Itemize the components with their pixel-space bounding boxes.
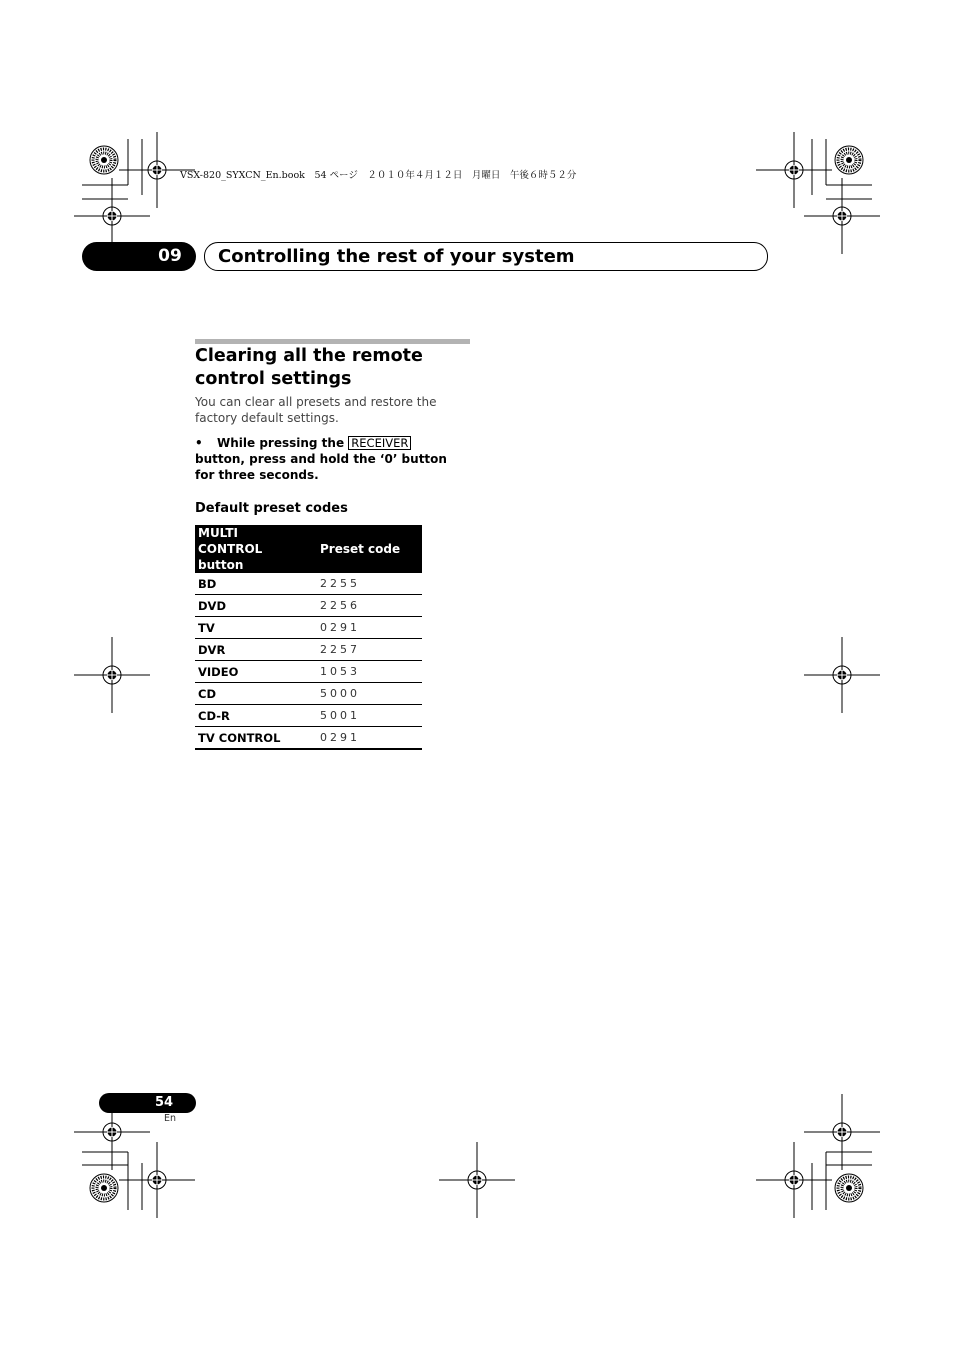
code-cell: 5001 [306,705,422,727]
instruction-text-end: button, press and hold the ‘0’ button for three seconds. [195,452,447,482]
column-header-button: MULTI CONTROL button [195,525,306,573]
section-title: Clearing all the remote control settings [195,346,423,389]
button-cell: TV CONTROL [195,727,306,750]
button-cell: CD [195,683,306,705]
instruction-step [195,435,457,483]
button-cell: CD-R [195,705,306,727]
page-number: 54 [154,1095,174,1110]
chapter-number: 09 [158,246,182,266]
instruction-text-start: While pressing the [217,436,345,450]
table-row [195,727,422,750]
code-cell: 1053 [306,661,422,683]
code-cell: 2257 [306,639,422,661]
table-row [195,639,422,661]
chapter-title: Controlling the rest of your system [218,246,575,267]
code-cell: 2255 [306,573,422,595]
table-row [195,661,422,683]
button-cell: DVR [195,639,306,661]
print-header-info: VSX-820_SYXCN_En.book 54 ページ ２０１０年４月１２日 月曜日 午後６時５２分 [180,170,577,181]
section-rule [195,339,470,344]
receiver-key-label: RECEIVER [348,436,411,450]
button-cell: DVD [195,595,306,617]
button-cell: VIDEO [195,661,306,683]
column-header-code: Preset code [306,525,422,573]
code-cell: 2256 [306,595,422,617]
button-cell: TV [195,617,306,639]
table-header-row [195,525,422,573]
code-cell: 0291 [306,617,422,639]
page-language: En [164,1113,177,1124]
bullet: • [195,436,203,450]
table-row [195,705,422,727]
table-row [195,595,422,617]
code-cell: 5000 [306,683,422,705]
section-body: You can clear all presets and restore the factory default settings. [195,395,437,425]
table-title: Default preset codes [195,501,348,516]
table-row [195,617,422,639]
table-row [195,573,422,595]
button-cell: BD [195,573,306,595]
code-cell: 0291 [306,727,422,750]
preset-codes-table [195,525,422,750]
table-row [195,683,422,705]
